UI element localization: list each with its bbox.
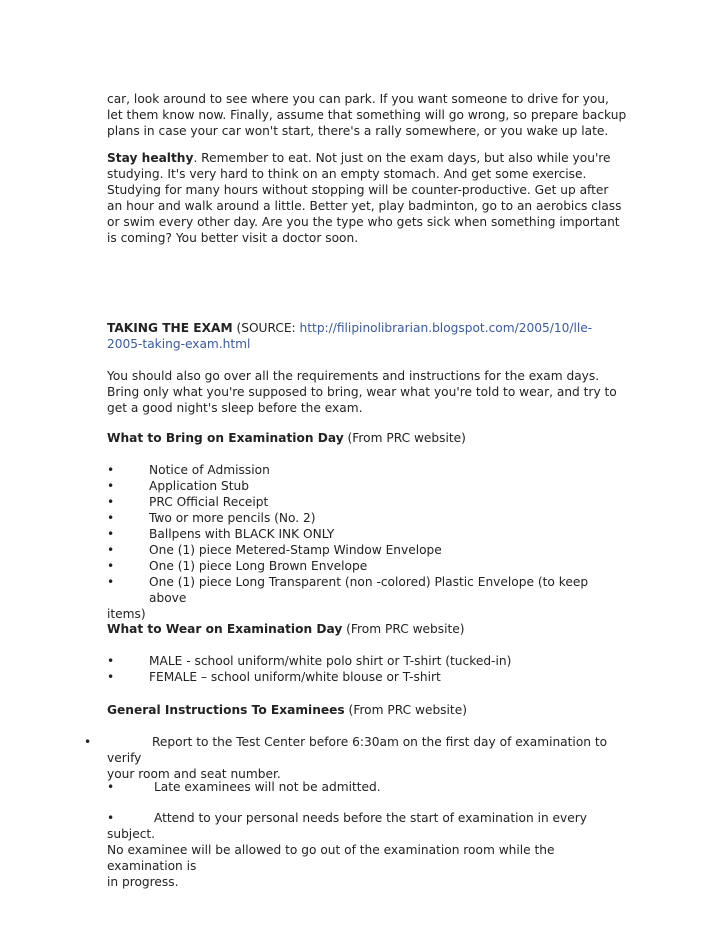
general-item-personal-needs: • Attend to your personal needs before the start of examination in every subject. No examinee will be allowed to go out of the examination room while the examination is in progress. <box>107 811 587 889</box>
bullet-icon: • <box>107 463 115 477</box>
list-item: • MALE - school uniform/white polo shirt or T-shirt (tucked-in) <box>107 654 512 668</box>
bullet-icon: • <box>107 811 115 825</box>
wear-source: (From PRC website) <box>342 622 465 636</box>
bullet-icon: • <box>84 735 92 749</box>
list-item: • One (1) piece Long Brown Envelope <box>107 559 368 573</box>
general-heading-line <box>107 702 627 718</box>
bullet-icon: • <box>107 654 115 668</box>
general-heading: General Instructions To Examinees <box>107 703 345 717</box>
list-item: • Application Stub <box>107 479 249 493</box>
source-link[interactable]: http://filipinolibrarian.blogspot.com/2005/10/lle-2005-taking-exam.html <box>107 321 593 351</box>
bullet-icon: • <box>107 511 115 525</box>
stay-healthy-text: . Remember to eat. Not just on the exam days, but also while you're studying. It's very hard to think on an empty stomach. And get some exercise. Studying for many hours without stopping will be counter-productive. Get up after an hour and walk around a little. Better yet, play badminton, go to an aerobics class or swim every other day. Are you the type who gets sick when something important is coming? You better visit a doctor soon. <box>107 151 622 245</box>
bullet-icon: • <box>107 575 115 589</box>
taking-exam-heading-line <box>107 320 627 352</box>
wear-heading-line <box>107 621 627 637</box>
bring-heading-line <box>107 430 627 446</box>
intro-paragraph: You should also go over all the requirements and instructions for the exam days. Bring only what you're supposed to bring, wear what you're told to wear, and try to get a good night's sleep before the exam. <box>107 369 617 415</box>
source-prefix: (SOURCE: <box>232 321 300 335</box>
general-item-late: • Late examinees will not be admitted. <box>107 780 381 794</box>
list-item: • Notice of Admission <box>107 463 270 477</box>
stay-healthy-heading: Stay healthy <box>107 151 194 165</box>
list-item: • One (1) piece Metered-Stamp Window Envelope <box>107 543 442 557</box>
list-item: • PRC Official Receipt <box>107 495 269 509</box>
bring-list <box>107 462 627 622</box>
bullet-icon: • <box>107 527 115 541</box>
stay-healthy-paragraph <box>107 150 627 246</box>
bullet-icon: • <box>107 670 115 684</box>
bring-source: (From PRC website) <box>343 431 466 445</box>
list-item: • One (1) piece Long Transparent (non -colored) Plastic Envelope (to keep above <box>107 575 589 605</box>
bullet-icon: • <box>107 495 115 509</box>
list-item: • Ballpens with BLACK INK ONLY <box>107 527 335 541</box>
bullet-icon: • <box>107 479 115 493</box>
parking-paragraph: car, look around to see where you can park. If you want someone to drive for you, let them know now. Finally, assume that something will go wrong, so prepare backup plans in case your car won't start, there's a rally somewhere, or you wake up late. <box>107 92 627 138</box>
list-item: • FEMALE – school uniform/white blouse or T-shirt <box>107 670 441 684</box>
bullet-icon: • <box>107 543 115 557</box>
taking-exam-heading: TAKING THE EXAM <box>107 321 233 335</box>
wear-heading: What to Wear on Examination Day <box>107 622 343 636</box>
list-item: • Two or more pencils (No. 2) <box>107 511 316 525</box>
list-item-continuation: items) <box>107 607 146 621</box>
general-source: (From PRC website) <box>344 703 467 717</box>
wear-list <box>107 653 627 685</box>
bullet-icon: • <box>107 780 115 794</box>
bullet-icon: • <box>107 559 115 573</box>
bring-heading: What to Bring on Examination Day <box>107 431 344 445</box>
general-item-report: Report to the Test Center before 6:30am on the first day of examination to verify your room and seat number. <box>107 735 608 781</box>
